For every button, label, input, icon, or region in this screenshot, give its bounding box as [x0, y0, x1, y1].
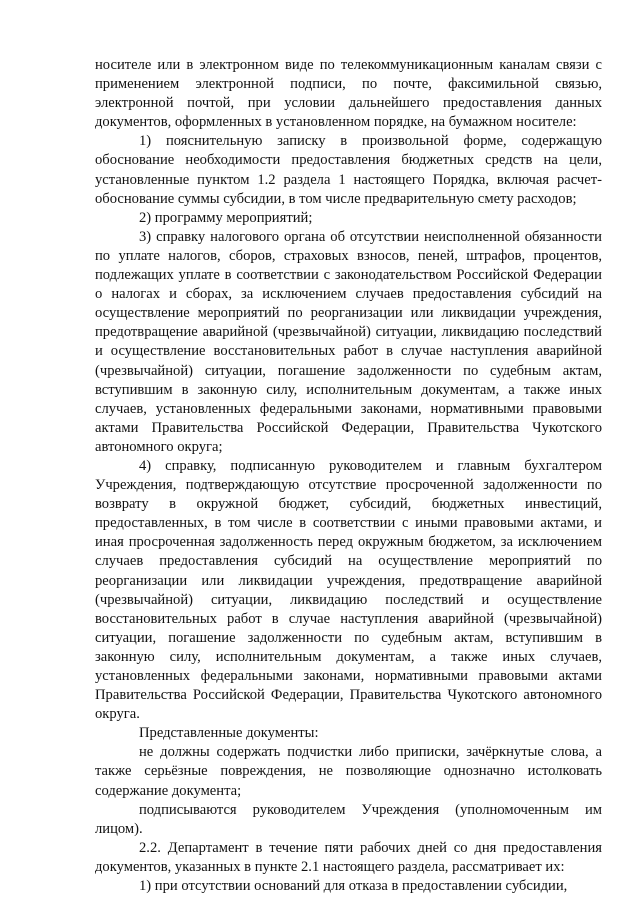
- paragraph-item-1-explanatory-note: 1) пояснительную записку в произвольной форме, содержащую обоснование необходимости предоставления бюджетных средств на цели, установленные пунктом 1.2 раздела 1 настоящего Порядка, включая расчет-обоснование суммы субсидии, в том числе предварительную смету расходов;: [95, 133, 602, 207]
- paragraph-item-4-debt-certificate: 4) справку, подписанную руководителем и главным бухгалтером Учреждения, подтверждающую отсутствие просроченной задолженности по возврату в окружной бюджет, субсидий, бюджетных инвестиций, предоставленных, в том числе в соответствии с иными правовыми актами, и иная просроченная задолженность перед окружным бюджетом, за исключением случаев предоставления субсидий на осуществление мероприятий по реорганизации или ликвидации учреждения, предотвращение аварийной (чрезвычайной) ситуации, ликвидацию последствий и осуществление восстановительных работ в случае наступления аварийной (чрезвычайной) ситуации, погашение задолженности по судебным актам, вступившим в законную силу, исполнительным документам, а также иных случаев, установленных федеральными законами, нормативными правовыми актами Правительства Российской Федерации, Правительства Чукотского автономного округа.: [95, 457, 602, 723]
- paragraph-signed-by-head: подписываются руководителем Учреждения (уполномоченным им лицом).: [95, 801, 602, 837]
- paragraph-submission-methods: носителе или в электронном виде по телекоммуникационным каналам связи с применением электронной подписи, по почте, факсимильной связью, электронной почтой, при условии дальнейшего предоставления данных документов, оформленных в установленном порядке, на бумажном носителе:: [95, 57, 602, 131]
- paragraph-documents-heading: Представленные документы:: [139, 725, 319, 742]
- paragraph-item-2-program: 2) программу мероприятий;: [139, 209, 313, 226]
- paragraph-no-corrections: не должны содержать подчистки либо приписки, зачёркнутые слова, а также серьёзные повреждения, не позволяющие однозначно истолковать содержание документа;: [95, 744, 602, 799]
- paragraph-2-2-review: 2.2. Департамент в течение пяти рабочих дней со дня предоставления документов, указанных в пункте 2.1 настоящего раздела, рассматривает их:: [95, 839, 602, 875]
- paragraph-item-3-tax-certificate: 3) справку налогового органа об отсутствии неисполненной обязанности по уплате налогов, сборов, страховых взносов, пеней, штрафов, процентов, подлежащих уплате в соответствии с законодательством Российской Федерации о налогах и сборах, за исключением случаев предоставления субсидий на осуществление мероприятий по реорганизации или ликвидации учреждения, предотвращение аварийной (чрезвычайной) ситуации, ликвидацию последствий и осуществление восстановительных работ в случае наступления аварийной (чрезвычайной) ситуации, погашение задолженности по судебным актам, вступившим в законную силу, исполнительным документам, а также иных случаев, установленных федеральными законами, нормативными правовыми актами Правительства Российской Федерации, Правительства Чукотского автономного округа;: [95, 228, 602, 455]
- document-body: [95, 56, 602, 896]
- paragraph-review-item-1: 1) при отсутствии оснований для отказа в предоставлении субсидии,: [139, 878, 568, 895]
